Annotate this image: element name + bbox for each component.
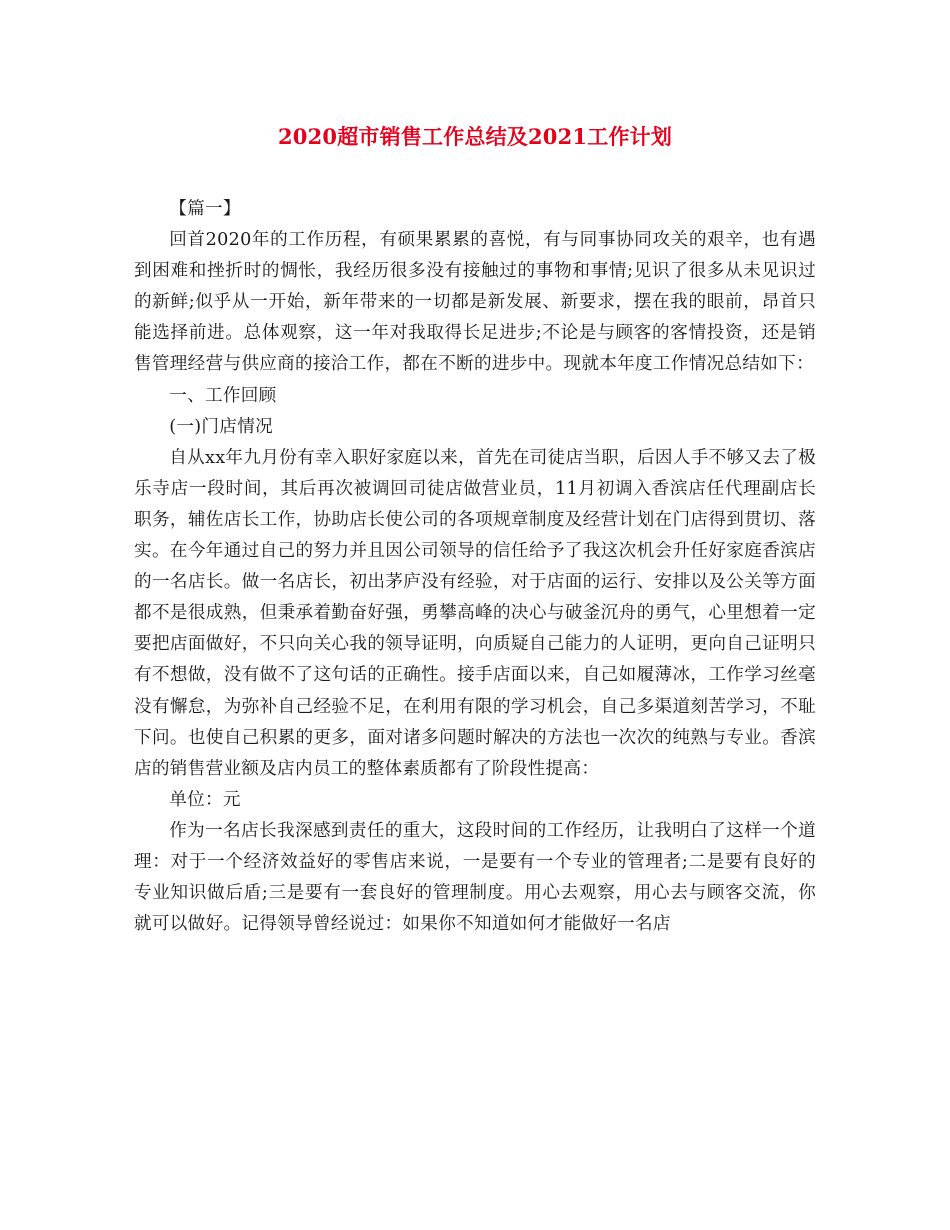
- section-marker: 【篇一】: [169, 199, 241, 219]
- document-title: 2020超市销售工作总结及2021工作计划: [277, 124, 673, 149]
- heading-work-review: 一、工作回顾: [169, 385, 277, 406]
- heading-store-situation: (一)门店情况: [169, 416, 273, 437]
- document-body: [134, 194, 816, 940]
- paragraph-store-history: 自从xx年九月份有幸入职好家庭以来，首先在司徒店当职，后因人手不够又去了极乐寺店一段时间，其后再次被调回司徒店做营业员，11月初调入香滨店任代理副店长职务，辅佐店长工作，协助店长使公司的各项规章制度及经营计划在门店得到贯切、落实。在今年通过自己的努力并且因公司领导的信任给予了我这次机会升任好家庭香滨店的一名店长。做一名店长，初出茅庐没有经验，对于店面的运行、安排以及公关等方面都不是很成熟，但秉承着勤奋好强，勇攀高峰的决心与破釜沉舟的勇气，心里想着一定要把店面做好，不只向关心我的领导证明，向质疑自己能力的人证明，更向自己证明只有不想做，没有做不了这句话的正确性。接手店面以来，自己如履薄冰，工作学习丝毫没有懈怠，为弥补自己经验不足，在利用有限的学习机会，自己多渠道刻苦学习，不耻下问。也使自己积累的更多，面对诸多问题时解决的方法也一次次的纯熟与专业。香滨店的销售营业额及店内员工的整体素质都有了阶段性提高：: [134, 447, 816, 779]
- unit-label: 单位：元: [169, 789, 241, 810]
- paragraph-manager-reflection: 作为一名店长我深感到责任的重大，这段时间的工作经历，让我明白了这样一个道理：对于一个经济效益好的零售店来说，一是要有一个专业的管理者;二是要有良好的专业知识做后盾;三是要有一套良好的管理制度。用心去观察，用心去与顾客交流，你就可以做好。记得领导曾经说过：如果你不知道如何才能做好一名店: [134, 820, 816, 935]
- paragraph-intro: 回首2020年的工作历程，有硕果累累的喜悦，有与同事协同攻关的艰辛，也有遇到困难和挫折时的惆怅，我经历很多没有接触过的事物和事情;见识了很多从未见识过的新鲜;似乎从一开始，新年带来的一切都是新发展、新要求，摆在我的眼前，昂首只能选择前进。总体观察，这一年对我取得长足进步;不论是与顾客的客情投资，还是销售管理经营与供应商的接洽工作，都在不断的进步中。现就本年度工作情况总结如下：: [134, 230, 816, 375]
